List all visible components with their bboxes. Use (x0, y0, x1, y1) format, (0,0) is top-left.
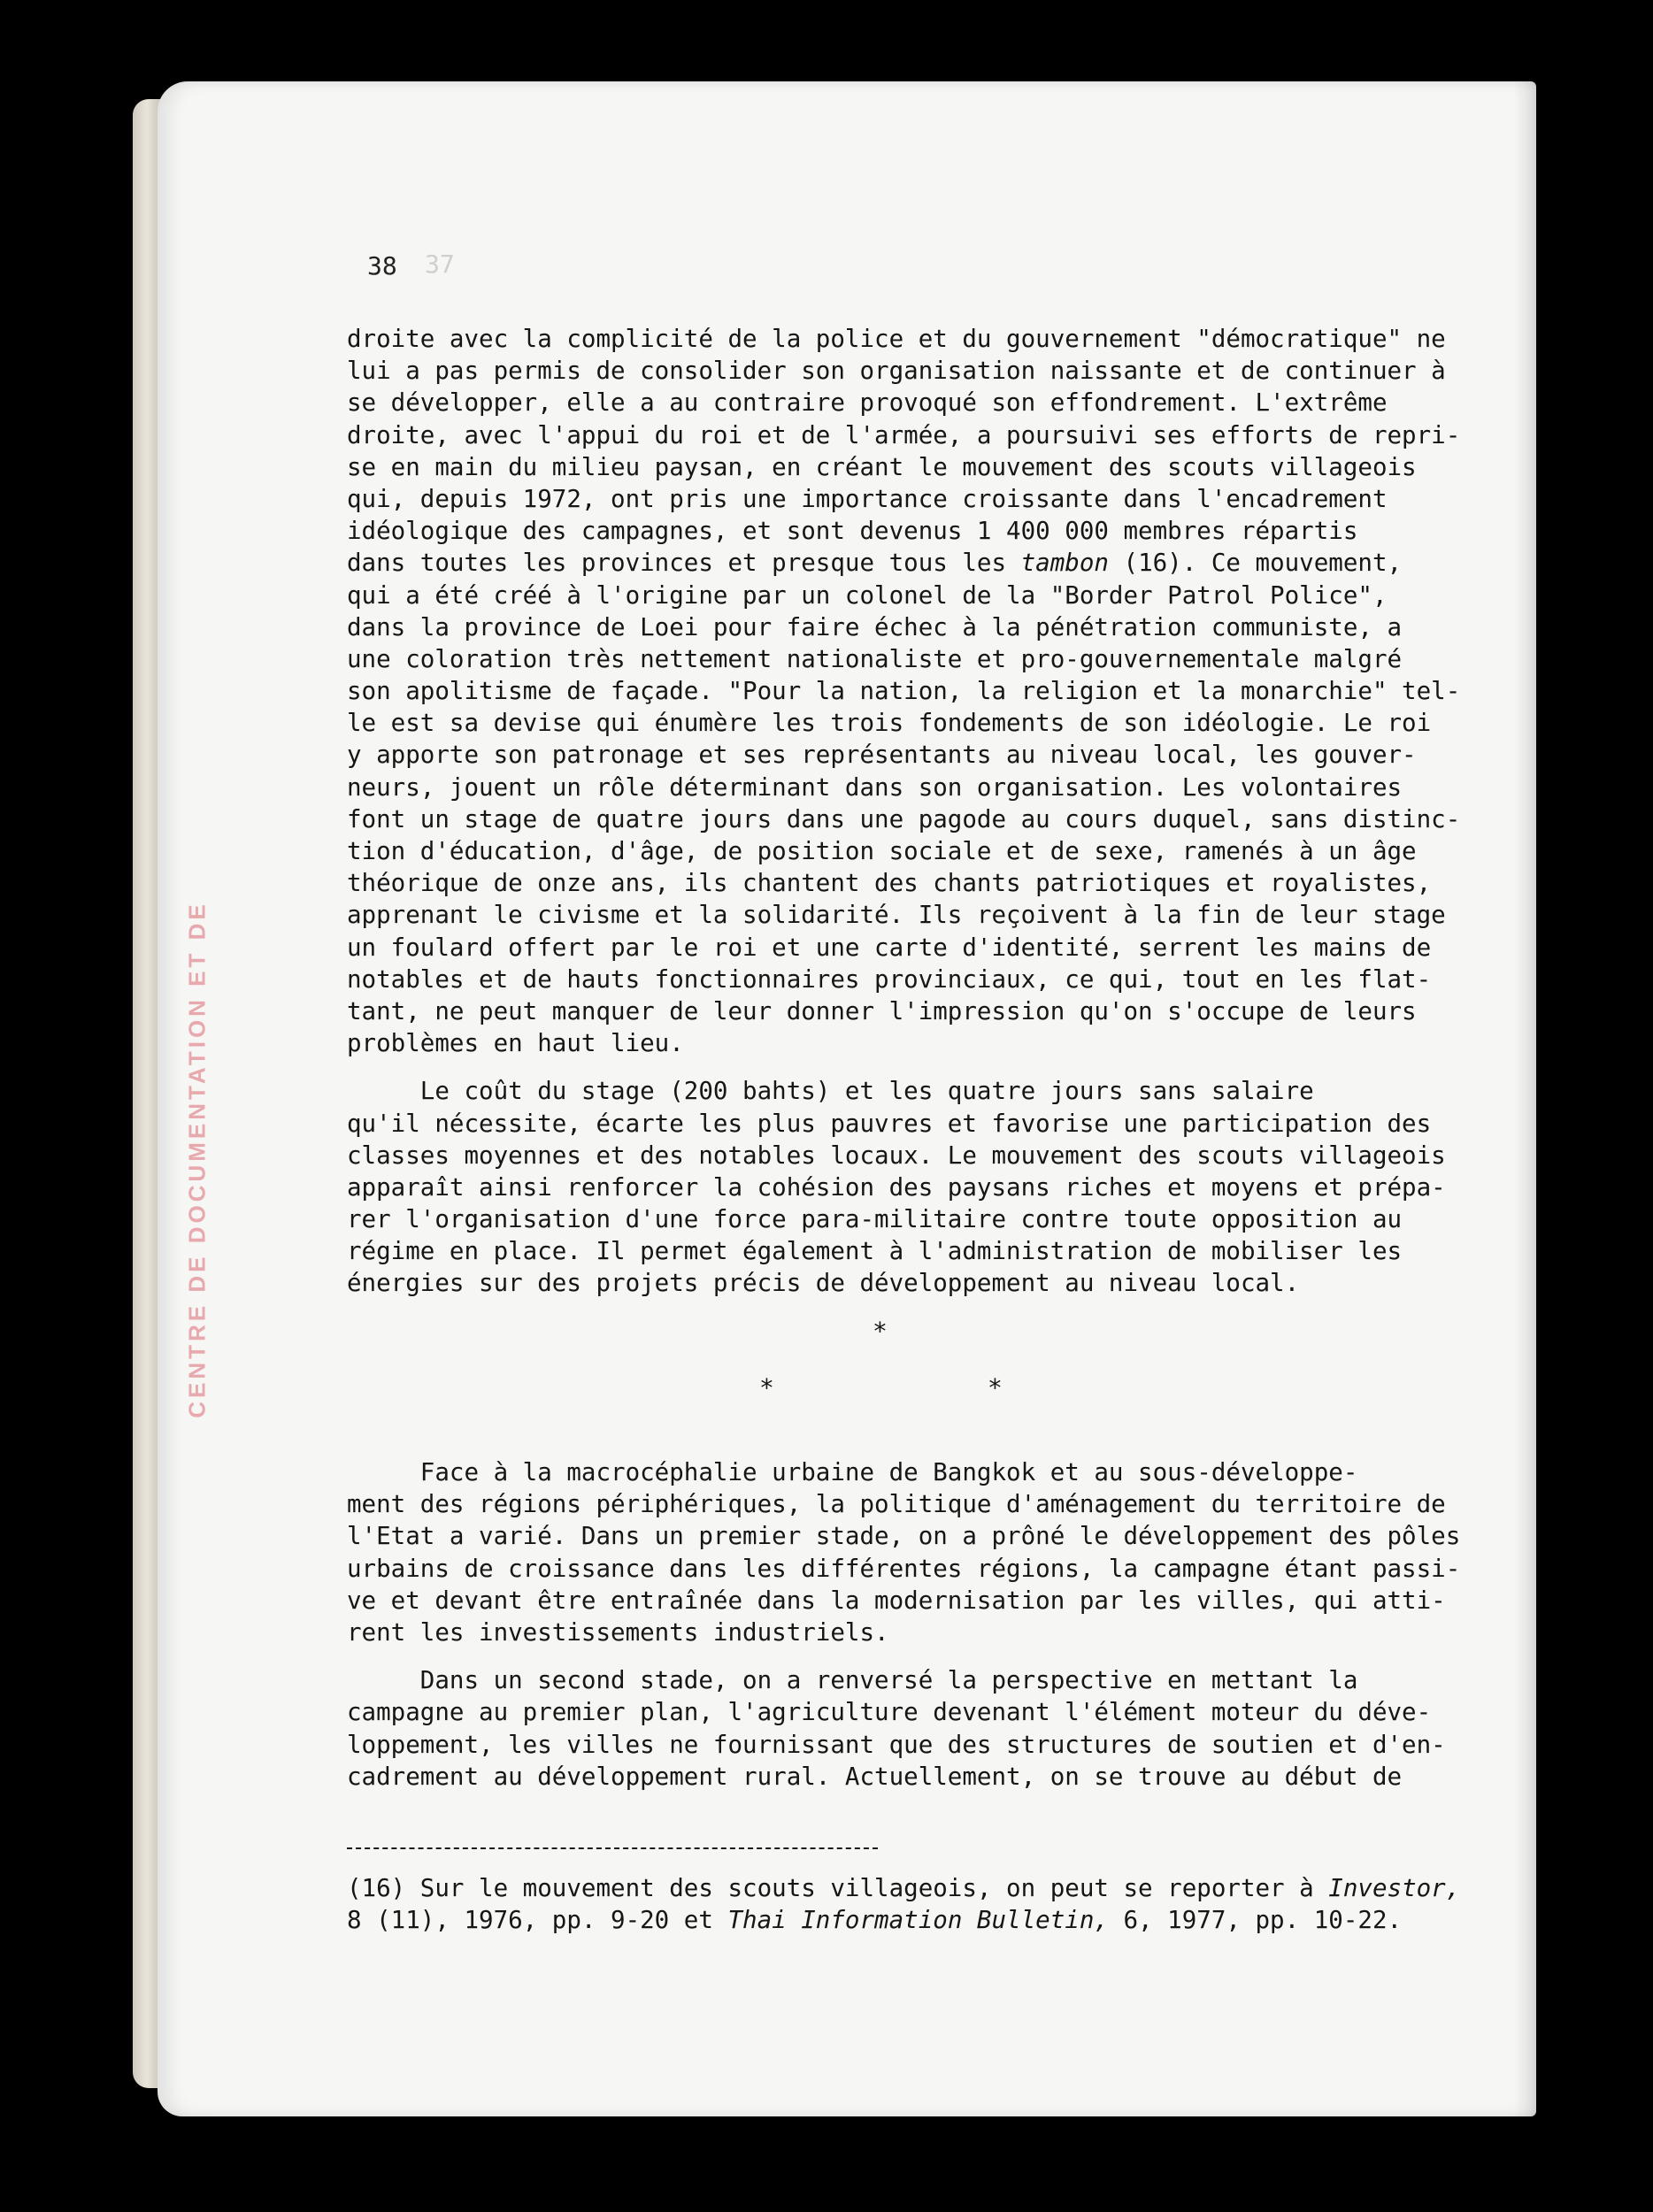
footnote-rule (347, 1847, 878, 1849)
text-line: urbains de croissance dans les différentes régions, la campagne étant passi- (347, 1554, 1461, 1583)
text-line: y apporte son patronage et ses représentants au niveau local, les gouver- (347, 741, 1417, 770)
text-line: dans toutes les provinces et presque tous les tambon (16). Ce mouvement, (347, 549, 1403, 578)
text-line: tion d'éducation, d'âge, de position sociale et de sexe, ramenés à un âge (347, 837, 1417, 865)
text-line: problèmes en haut lieu. (347, 1029, 684, 1058)
footnote-text: 6, 1977, pp. 10-22. (1108, 1906, 1403, 1935)
text-line: Dans un second stade, on a renversé la perspective en mettant la (347, 1666, 1358, 1695)
text-line: son apolitisme de façade. "Pour la nation, la religion et la monarchie" tel- (347, 677, 1461, 706)
body-text (347, 323, 1462, 1300)
text-line: énergies sur des projets précis de développement au niveau local. (347, 1269, 1300, 1298)
footnote-line (347, 1904, 1462, 1936)
separator-asterisk: * (759, 1373, 774, 1402)
text-line: Face à la macrocéphalie urbaine de Bangkok et au sous-développe- (347, 1458, 1358, 1486)
text-line: idéologique des campagnes, et sont devenus 1 400 000 membres répartis (347, 517, 1358, 546)
body-text-continued (347, 1456, 1462, 1793)
text-line: ment des régions périphériques, la politique d'aménagement du territoire de (347, 1490, 1446, 1519)
text-line: classes moyennes et des notables locaux. Le mouvement des scouts villageois (347, 1141, 1446, 1170)
text-line: notables et de hauts fonctionnaires provinciaux, ce qui, tout en les flat- (347, 964, 1432, 994)
paragraph (347, 1664, 1462, 1793)
text-line: le est sa devise qui énumère les trois fondements de son idéologie. Le roi (347, 709, 1432, 738)
footnote-text: (16) Sur le mouvement des scouts villageois, on peut se reporter à (347, 1874, 1329, 1902)
stamp-text: CENTRE DE DOCUMENTATION ET DE (183, 900, 211, 1418)
paragraph (347, 1456, 1462, 1648)
text-line: neurs, jouent un rôle déterminant dans son organisation. Les volontaires (347, 772, 1403, 802)
show-through-page-number: 37 (425, 250, 455, 279)
text-line: se développer, elle a au contraire provoqué son effondrement. L'extrême (347, 388, 1388, 418)
text-line: droite avec la complicité de la police et du gouvernement "démocratique" ne (347, 325, 1446, 353)
text-line: font un stage de quatre jours dans une pagode au cours duquel, sans distinc- (347, 804, 1461, 833)
text-line: droite, avec l'appui du roi et de l'armée, a poursuivi ses efforts de repri- (347, 420, 1461, 449)
text-line: qui, depuis 1972, ont pris une importance croissante dans l'encadrement (347, 484, 1388, 513)
text-line: se en main du milieu paysan, en créant le mouvement des scouts villageois (347, 452, 1417, 481)
footnote-line (347, 1872, 1462, 1904)
text-line: loppement, les villes ne fournissant que des structures de soutien et d'en- (347, 1730, 1446, 1759)
text-line: qu'il nécessite, écarte les plus pauvres et favorise une participation des (347, 1109, 1432, 1138)
text-line: rer l'organisation d'une force para-militaire contre toute opposition au (347, 1205, 1403, 1234)
text-line: théorique de onze ans, ils chantent des chants patriotiques et royalistes, (347, 869, 1432, 898)
text-line: rent les investissements industriels. (347, 1617, 889, 1647)
text-line: Le coût du stage (200 bahts) et les quatre jours sans salaire (347, 1077, 1314, 1106)
library-stamp (181, 885, 213, 1433)
spine-shadow (1513, 81, 1536, 2116)
text-line: une coloration très nettement nationaliste et pro-gouvernementale malgré (347, 644, 1403, 673)
footnote-source-title: Investor, (1328, 1874, 1461, 1902)
separator-asterisk: * (988, 1373, 1003, 1402)
page-number: 38 (367, 251, 397, 280)
text-line: dans la province de Loei pour faire échec à la pénétration communiste, a (347, 612, 1403, 641)
text-line: régime en place. Il permet également à l'administration de mobiliser les (347, 1237, 1403, 1266)
text-line: un foulard offert par le roi et une carte d'identité, serrent les mains de (347, 933, 1432, 962)
text-line: lui a pas permis de consolider son organisation naissante et de continuer à (347, 357, 1446, 386)
text-line: ve et devant être entraînée dans la modernisation par les villes, qui atti- (347, 1586, 1446, 1615)
text-line: apprenant le civisme et la solidarité. Ils reçoivent à la fin de leur stage (347, 901, 1446, 930)
footnote (347, 1872, 1462, 1936)
footnote-text: 8 (11), 1976, pp. 9-20 et (347, 1906, 728, 1935)
footnote-source-title: Thai Information Bulletin, (727, 1906, 1109, 1935)
paragraph (347, 1075, 1462, 1299)
text-line: tant, ne peut manquer de leur donner l'impression qu'on s'occupe de leurs (347, 996, 1417, 1025)
text-line: qui a été créé à l'origine par un colonel de la "Border Patrol Police", (347, 580, 1388, 610)
text-line: campagne au premier plan, l'agriculture devenant l'élément moteur du déve- (347, 1698, 1432, 1727)
text-line: cadrement au développement rural. Actuellement, on se trouve au début de (347, 1762, 1403, 1791)
paragraph (347, 323, 1462, 1059)
text-line: l'Etat a varié. Dans un premier stade, on a prôné le développement des pôles (347, 1522, 1461, 1551)
text-line: apparaît ainsi renforcer la cohésion des paysans riches et moyens et prépa- (347, 1172, 1446, 1202)
separator-asterisk: * (873, 1317, 888, 1346)
italic-term: tambon (1020, 549, 1109, 578)
